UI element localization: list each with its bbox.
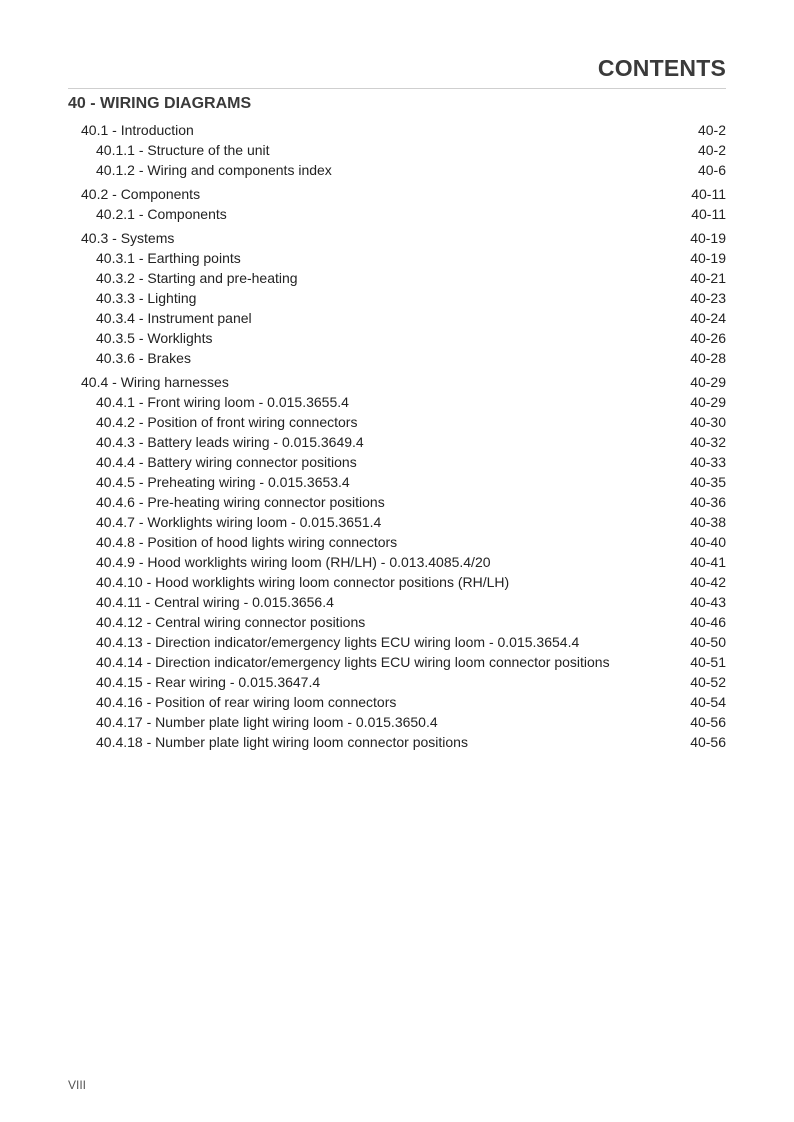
- toc-entry-title: 40.4.6 - Pre-heating wiring connector positions: [96, 494, 385, 510]
- toc-section-entry[interactable]: [68, 228, 726, 248]
- toc-entry-title: 40.4.13 - Direction indicator/emergency lights ECU wiring loom - 0.015.3654.4: [96, 634, 580, 650]
- toc-entry-title: 40.4.1 - Front wiring loom - 0.015.3655.4: [96, 394, 349, 410]
- toc-entry-title: 40.4.4 - Battery wiring connector positions: [96, 454, 357, 470]
- toc-subsection-entry[interactable]: [68, 328, 726, 348]
- toc-entry-page: 40-42: [690, 574, 726, 590]
- toc-entry-title: 40.3.6 - Brakes: [96, 350, 191, 366]
- toc-subsection-entry[interactable]: [68, 140, 726, 160]
- toc-entry-title: 40.4.10 - Hood worklights wiring loom connector positions (RH/LH): [96, 574, 510, 590]
- toc-entry-title: 40.4.2 - Position of front wiring connectors: [96, 414, 358, 430]
- table-of-contents: [68, 120, 726, 756]
- toc-subsection-entry[interactable]: [68, 572, 726, 592]
- toc-entry-page: 40-30: [690, 414, 726, 430]
- toc-entry-page: 40-51: [690, 654, 726, 670]
- toc-entry-page: 40-11: [691, 186, 726, 202]
- toc-subsection-entry[interactable]: [68, 592, 726, 612]
- toc-entry-page: 40-54: [690, 694, 726, 710]
- toc-subsection-entry[interactable]: [68, 160, 726, 180]
- toc-subsection-entry[interactable]: [68, 268, 726, 288]
- toc-entry-page: 40-29: [690, 394, 726, 410]
- toc-entry-page: 40-56: [690, 734, 726, 750]
- toc-entry-title: 40.3.3 - Lighting: [96, 290, 197, 306]
- toc-subsection-entry[interactable]: [68, 732, 726, 752]
- toc-entry-title: 40.4.11 - Central wiring - 0.015.3656.4: [96, 594, 334, 610]
- toc-entry-title: 40.3 - Systems: [81, 230, 175, 246]
- toc-entry-title: 40.3.1 - Earthing points: [96, 250, 241, 266]
- toc-entry-title: 40.4.16 - Position of rear wiring loom connectors: [96, 694, 397, 710]
- toc-entry-page: 40-40: [690, 534, 726, 550]
- toc-subsection-entry[interactable]: [68, 532, 726, 552]
- toc-subsection-entry[interactable]: [68, 612, 726, 632]
- toc-entry-page: 40-29: [690, 374, 726, 390]
- toc-subsection-entry[interactable]: [68, 552, 726, 572]
- toc-entry-page: 40-28: [690, 350, 726, 366]
- toc-entry-page: 40-50: [690, 634, 726, 650]
- toc-entry-page: 40-6: [697, 162, 726, 178]
- toc-entry-title: 40.4.12 - Central wiring connector positions: [96, 614, 366, 630]
- toc-section-entry[interactable]: [68, 120, 726, 140]
- toc-entry-page: 40-52: [690, 674, 726, 690]
- toc-entry-page: 40-56: [690, 714, 726, 730]
- toc-entry-page: 40-24: [690, 310, 726, 326]
- toc-entry-title: 40.4.14 - Direction indicator/emergency lights ECU wiring loom connector positions: [96, 654, 610, 670]
- toc-entry-page: 40-43: [690, 594, 726, 610]
- toc-entry-page: 40-38: [690, 514, 726, 530]
- toc-entry-title: 40.4 - Wiring harnesses: [81, 374, 229, 390]
- toc-section: [68, 228, 726, 368]
- toc-entry-page: 40-2: [697, 122, 726, 138]
- toc-entry-page: 40-21: [690, 270, 726, 286]
- toc-entry-page: 40-19: [690, 250, 726, 266]
- toc-subsection-entry[interactable]: [68, 492, 726, 512]
- toc-entry-page: 40-32: [690, 434, 726, 450]
- toc-entry-page: 40-2: [697, 142, 726, 158]
- toc-entry-title: 40.4.5 - Preheating wiring - 0.015.3653.4: [96, 474, 350, 490]
- chapter-title: 40 - WIRING DIAGRAMS: [68, 95, 252, 112]
- toc-entry-title: 40.1 - Introduction: [81, 122, 194, 138]
- footer-page-number: VIII: [68, 1078, 87, 1092]
- toc-entry-title: 40.3.4 - Instrument panel: [96, 310, 252, 326]
- toc-entry-page: 40-19: [690, 230, 726, 246]
- toc-subsection-entry[interactable]: [68, 412, 726, 432]
- toc-entry-title: 40.4.8 - Position of hood lights wiring connectors: [96, 534, 398, 550]
- toc-entry-title: 40.4.3 - Battery leads wiring - 0.015.3649.4: [96, 434, 364, 450]
- toc-subsection-entry[interactable]: [68, 432, 726, 452]
- toc-entry-page: 40-33: [690, 454, 726, 470]
- toc-entry-title: 40.4.9 - Hood worklights wiring loom (RH/LH) - 0.013.4085.4/20: [96, 554, 491, 570]
- toc-entry-page: 40-36: [690, 494, 726, 510]
- toc-subsection-entry[interactable]: [68, 712, 726, 732]
- toc-subsection-entry[interactable]: [68, 248, 726, 268]
- toc-section: [68, 120, 726, 180]
- toc-section: [68, 184, 726, 224]
- toc-entry-page: 40-26: [690, 330, 726, 346]
- toc-subsection-entry[interactable]: [68, 308, 726, 328]
- toc-entry-page: 40-41: [690, 554, 726, 570]
- toc-entry-title: 40.4.17 - Number plate light wiring loom - 0.015.3650.4: [96, 714, 438, 730]
- toc-entry-title: 40.1.1 - Structure of the unit: [96, 142, 270, 158]
- contents-title: CONTENTS: [597, 55, 726, 81]
- toc-entry-title: 40.1.2 - Wiring and components index: [96, 162, 332, 178]
- page-header: [68, 52, 726, 89]
- toc-subsection-entry[interactable]: [68, 204, 726, 224]
- toc-entry-title: 40.4.18 - Number plate light wiring loom connector positions: [96, 734, 468, 750]
- toc-subsection-entry[interactable]: [68, 692, 726, 712]
- toc-section-entry[interactable]: [68, 184, 726, 204]
- toc-entry-title: 40.3.5 - Worklights: [96, 330, 213, 346]
- toc-subsection-entry[interactable]: [68, 348, 726, 368]
- toc-subsection-entry[interactable]: [68, 632, 726, 652]
- toc-entry-title: 40.4.15 - Rear wiring - 0.015.3647.4: [96, 674, 321, 690]
- toc-entry-page: 40-23: [690, 290, 726, 306]
- toc-entry-page: 40-35: [690, 474, 726, 490]
- toc-subsection-entry[interactable]: [68, 512, 726, 532]
- toc-entry-title: 40.3.2 - Starting and pre-heating: [96, 270, 298, 286]
- toc-subsection-entry[interactable]: [68, 672, 726, 692]
- toc-subsection-entry[interactable]: [68, 392, 726, 412]
- toc-subsection-entry[interactable]: [68, 288, 726, 308]
- toc-entry-title: 40.4.7 - Worklights wiring loom - 0.015.3651.4: [96, 514, 382, 530]
- toc-subsection-entry[interactable]: [68, 652, 726, 672]
- toc-section: [68, 372, 726, 752]
- toc-entry-title: 40.2 - Components: [81, 186, 201, 202]
- toc-entry-title: 40.2.1 - Components: [96, 206, 227, 222]
- toc-section-entry[interactable]: [68, 372, 726, 392]
- toc-entry-page: 40-11: [691, 206, 726, 222]
- toc-subsection-entry[interactable]: [68, 472, 726, 492]
- toc-entry-page: 40-46: [690, 614, 726, 630]
- toc-subsection-entry[interactable]: [68, 452, 726, 472]
